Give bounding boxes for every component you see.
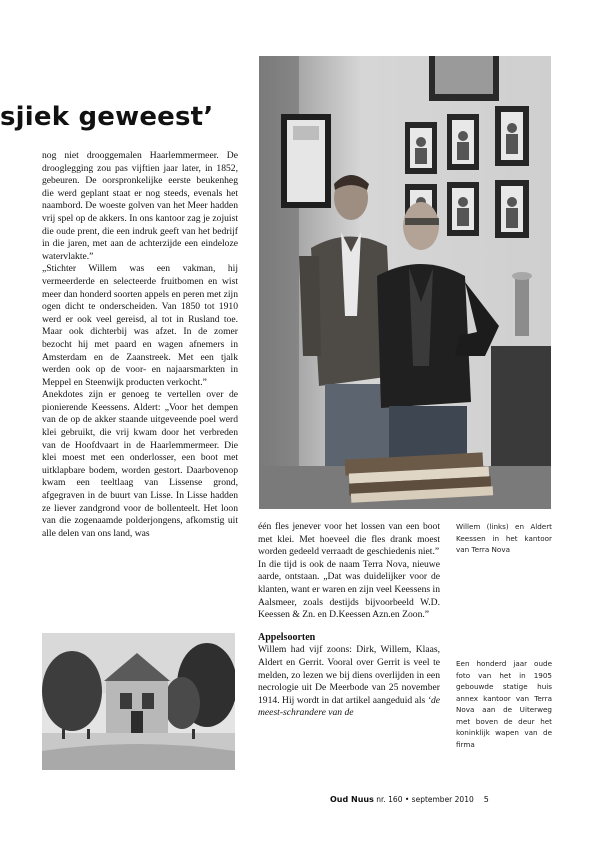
italic-quote: ‘de meest-schrandere van de bbox=[258, 694, 440, 719]
page-number: 5 bbox=[483, 795, 489, 804]
paragraph: In die tijd is ook de naam Terra Nova, nieuwe aarde, ontstaan. „Dat was duidelijker voor de klanten, want er waren en zijn veel Keessens in Aalsmeer, zoals destijds bijvoorbeeld W.D. Keessen & Zn. en D.Keessen Azn.en Zoon.” bbox=[258, 558, 440, 621]
magazine-name: Oud Nuus bbox=[330, 795, 374, 804]
paragraph-text: Willem had vijf zoons: Dirk, Willem, Klaas, Aldert en Gerrit. Vooral over Gerrit is veel te melden, zo lezen we bij diens overlijden in een necrologie uit De Meerbode van 25 november 1914. Hij wordt in dat artikel aangeduid als bbox=[258, 644, 440, 706]
paragraph bbox=[258, 644, 440, 720]
photo-caption-1: Willem (links) en Aldert Keessen in het kantoor van Terra Nova bbox=[456, 522, 552, 554]
article-column-2 bbox=[258, 521, 440, 720]
subheading: Appelsoorten bbox=[258, 631, 316, 643]
article-column-1 bbox=[42, 150, 238, 540]
issue-info: nr. 160 • september 2010 bbox=[373, 795, 474, 804]
headline: sjiek geweest’ bbox=[0, 102, 214, 132]
page-footer bbox=[330, 795, 489, 804]
photo-caption-2: Een honderd jaar oude foto van het in 1905 gebouwde statige huis annex kantoor van Terra Nova aan de Uiterweg met boven de deur het koninklijk wapen van de firma bbox=[456, 659, 552, 749]
small-photo bbox=[42, 633, 235, 770]
main-photo-image bbox=[259, 56, 551, 509]
old-house-image bbox=[42, 633, 235, 770]
paragraph: Anekdotes zijn er genoeg te vertellen over de pionierende Keessens. Aldert: „Voor het dempen van de op de akker staande uitgeveende poel werd klei gebruikt, die vrij kwam door het verbreden van de Hoofdvaart in de Haarlemmermeer. Die klei moest met een onderlosser, een boot met uitklapbare bodem, worden gestort. Daarbovenop kwam een teeltlaag van Lissense grond, afgegraven in de buurt van Lisse. In Lisse hadden ze liever zandgrond voor de bollenteelt. Het loon van die zogenaamde polderjongens, afkomstig uit alle delen van ons land, was bbox=[42, 389, 238, 539]
main-photo bbox=[259, 56, 551, 509]
paragraph: „Stichter Willem was een vakman, hij vermeerderde en selecteerde fruitbomen en wist meer dan honderd soorten appels en peren met zijn ogen dicht te onderscheiden. Van 1850 tot 1910 werd er ook veel gereisd, al tot in Rusland toe. Maar ook dichterbij was afzet. In de zomer bezocht hij met paard en wagen afnemers in Amsterdam en de Zaanstreek. Met een tjalk werden ook op de voor- en najaarsmarkten in Meppel en Steenwijk producten verkocht.” bbox=[42, 263, 238, 388]
paragraph: één fles jenever voor het lossen van een boot met klei. Met hoeveel die fles drank moest worden gedeeld verraadt de geschiedenis niet.” bbox=[258, 521, 440, 558]
paragraph: nog niet drooggemalen Haarlemmermeer. De drooglegging zou pas vijftien jaar later, in 1852, gebeuren. De oorspronkelijke eerste beukenheg die werd geplant staat er nog steeds, evenals het naambord. De woeste golven van het Meer hadden vrij spel op de akkers. In ons kantoor zag je zojuist die oude prent, die een indruk geeft van het bedrijf in die jaren, met aan de achterzijde een eindeloze watervlakte.” bbox=[42, 150, 238, 262]
